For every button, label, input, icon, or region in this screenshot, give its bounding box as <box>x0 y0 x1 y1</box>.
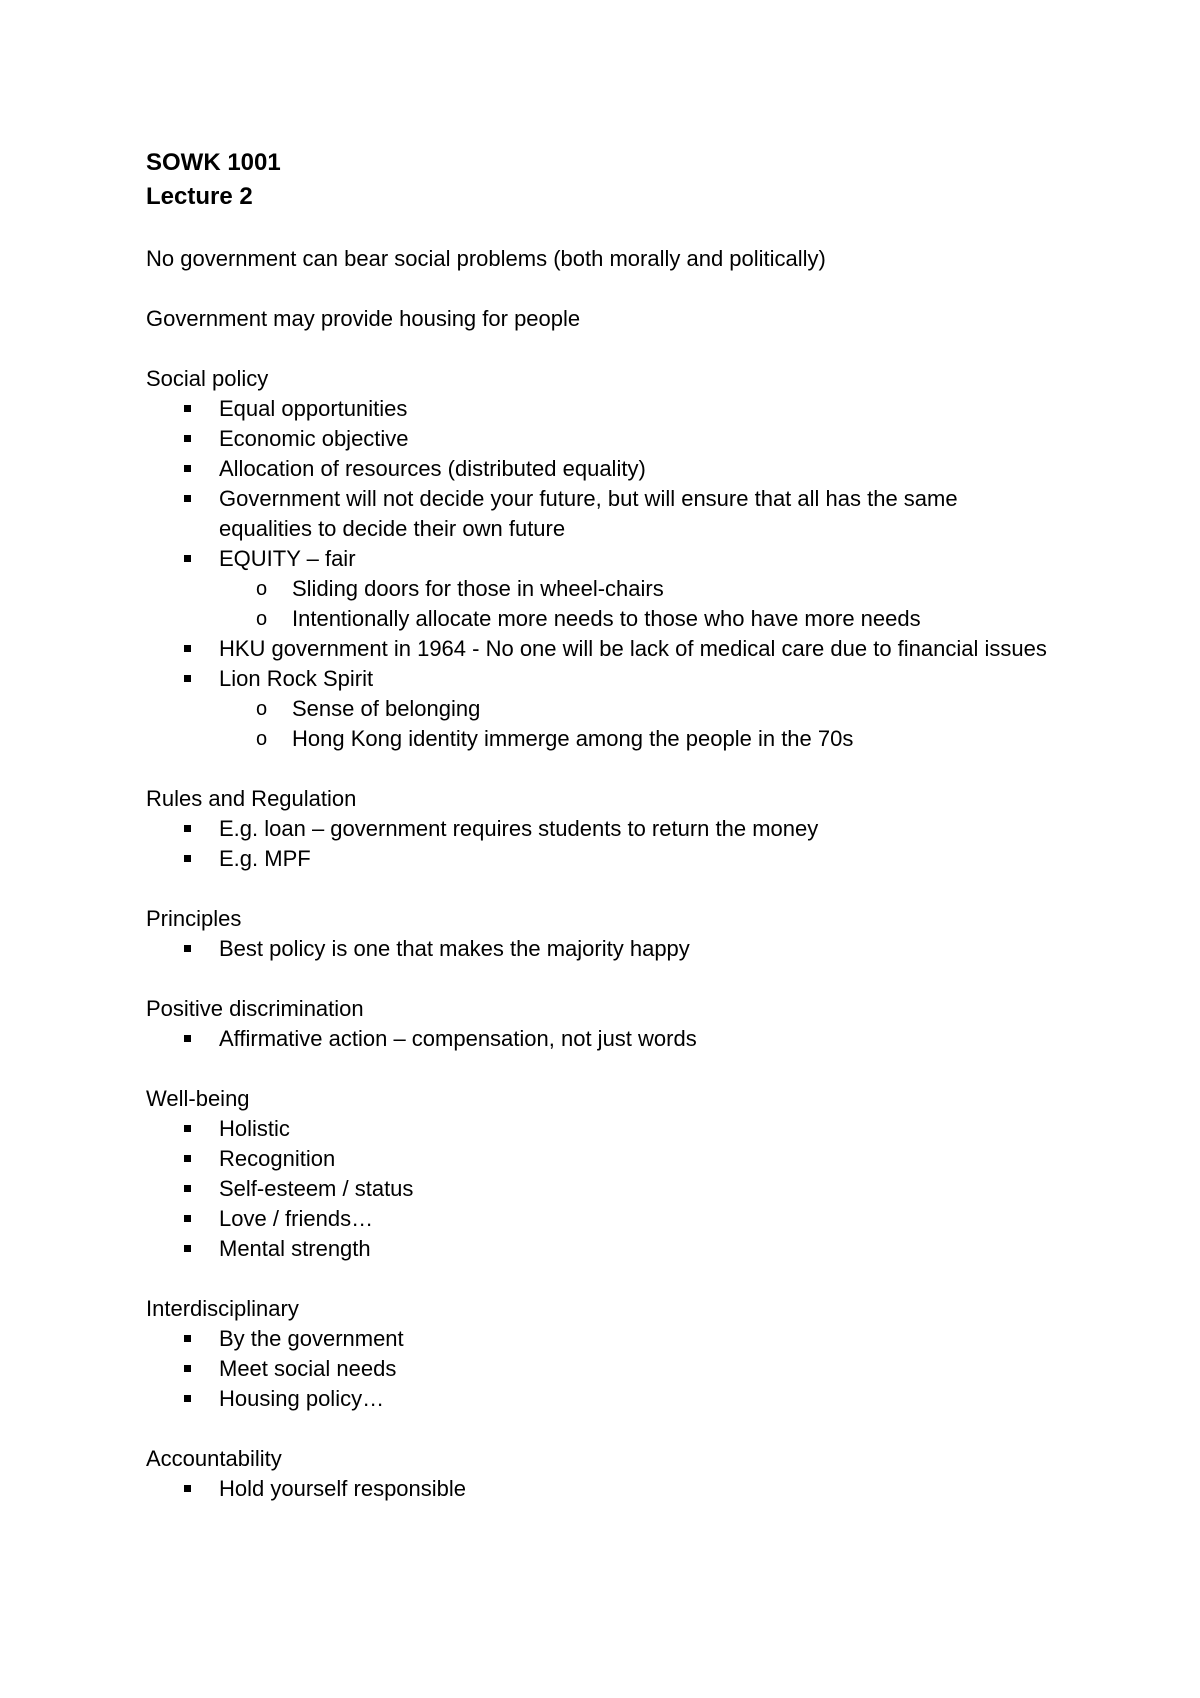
list-item: Meet social needs <box>146 1354 1106 1384</box>
list-item: Equal opportunities <box>146 394 1106 424</box>
list-item: Affirmative action – compensation, not just words <box>146 1024 1106 1054</box>
list-item: Holistic <box>146 1114 1106 1144</box>
principles-list <box>146 934 1106 964</box>
social-policy-list <box>146 394 1106 754</box>
section-heading-interdisciplinary: Interdisciplinary <box>146 1296 299 1321</box>
section-heading-accountability: Accountability <box>146 1446 282 1471</box>
list-item: Hold yourself responsible <box>146 1474 1106 1504</box>
list-item-line: Government will not decide your future, but will ensure that all has the same <box>219 486 958 511</box>
section-heading-principles: Principles <box>146 906 242 931</box>
list-item: EQUITY – fair <box>146 544 1106 574</box>
sub-list-item: o Sense of belonging <box>146 694 1106 724</box>
section-heading-well-being: Well-being <box>146 1086 250 1111</box>
intro-paragraph: No government can bear social problems (both morally and politically) <box>146 246 826 271</box>
list-item: Love / friends… <box>146 1204 1106 1234</box>
list-item: HKU government in 1964 - No one will be lack of medical care due to financial issues <box>146 634 1106 664</box>
rules-list <box>146 814 1106 874</box>
section-heading-positive-discrimination: Positive discrimination <box>146 996 364 1021</box>
positive-discrimination-list <box>146 1024 1106 1054</box>
list-item-line: equalities to decide their own future <box>219 516 566 541</box>
sub-list-item: o Sliding doors for those in wheel-chairs <box>146 574 1106 604</box>
intro-paragraph: Government may provide housing for people <box>146 306 581 331</box>
list-item: Best policy is one that makes the majority happy <box>146 934 1106 964</box>
document-page <box>146 146 1106 1504</box>
sub-list-item: o Intentionally allocate more needs to those who have more needs <box>146 604 1106 634</box>
interdisciplinary-list <box>146 1324 1106 1414</box>
course-code: SOWK 1001 <box>146 149 281 176</box>
list-item: Mental strength <box>146 1234 1106 1264</box>
list-item <box>146 484 1106 544</box>
well-being-list <box>146 1114 1106 1264</box>
list-item: Allocation of resources (distributed equality) <box>146 454 1106 484</box>
sub-list-item: o Hong Kong identity immerge among the people in the 70s <box>146 724 1106 754</box>
list-item: Recognition <box>146 1144 1106 1174</box>
lecture-number: Lecture 2 <box>146 183 253 210</box>
list-item: Lion Rock Spirit <box>146 664 1106 694</box>
list-item: E.g. MPF <box>146 844 1106 874</box>
list-item: Housing policy… <box>146 1384 1106 1414</box>
list-item: Economic objective <box>146 424 1106 454</box>
accountability-list <box>146 1474 1106 1504</box>
list-item: E.g. loan – government requires students to return the money <box>146 814 1106 844</box>
section-heading-rules: Rules and Regulation <box>146 786 357 811</box>
list-item: By the government <box>146 1324 1106 1354</box>
section-heading-social-policy: Social policy <box>146 366 269 391</box>
list-item: Self-esteem / status <box>146 1174 1106 1204</box>
